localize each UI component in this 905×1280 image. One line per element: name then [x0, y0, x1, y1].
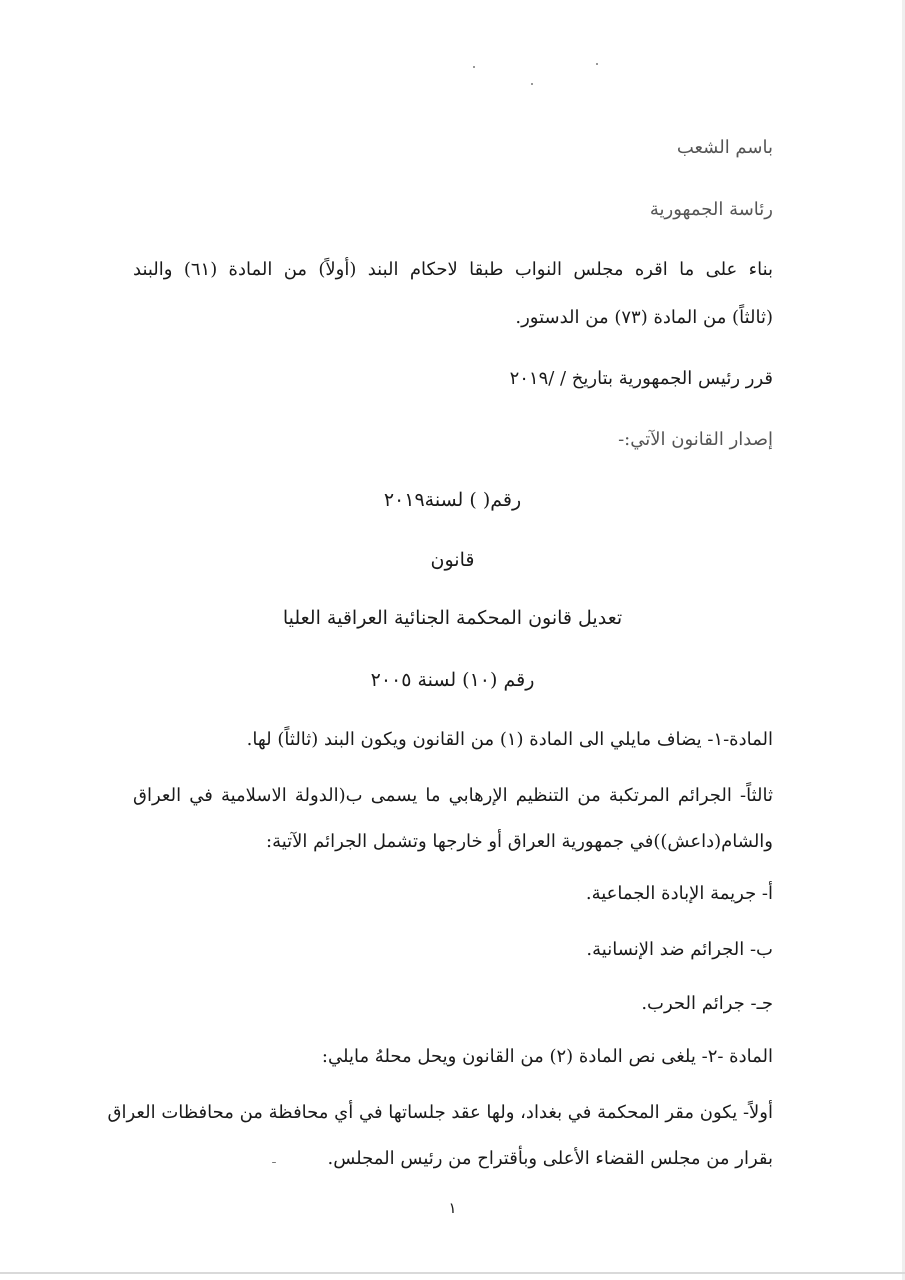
article-1: المادة-١- يضاف مايلي الى المادة (١) من القانون ويكون البند (ثالثاً) لها. [246, 729, 773, 750]
clause-first-line-1: أولاً- يكون مقر المحكمة في بغداد، ولها عقد جلساتها في أي محافظة من محافظات العراق [107, 1102, 773, 1123]
header-presidency: رئاسة الجمهورية [649, 199, 773, 220]
issuance-line: إصدار القانون الآتي:- [618, 429, 773, 450]
law-title: تعديل قانون المحكمة الجنائية العراقية العليا [282, 607, 623, 629]
clause-third-line-1: ثالثاً- الجرائم المرتكبة من التنظيم الإرهابي ما يسمى ب(الدولة الاسلامية في العراق [133, 785, 773, 806]
clause-first-line-2: بقرار من مجلس القضاء الأعلى وبأقتراح من رئيس المجلس. [327, 1148, 773, 1169]
scan-speck [272, 1162, 276, 1163]
scan-edge-bottom [0, 1272, 905, 1274]
law-label: قانون [430, 549, 475, 571]
item-b: ب- الجرائم ضد الإنسانية. [586, 939, 773, 960]
scan-speck [473, 66, 475, 68]
law-reference: رقم (١٠) لسنة ٢٠٠٥ [370, 669, 535, 691]
article-2: المادة -٢- يلغى نص المادة (٢) من القانون ويحل محلهُ مايلي: [321, 1046, 773, 1067]
law-number: رقم( ) لسنة٢٠١٩ [383, 489, 522, 511]
clause-third-line-2: والشام(داعش))في جمهورية العراق أو خارجها وتشمل الجرائم الآتية: [266, 831, 773, 852]
decision-line: قرر رئيس الجمهورية بتاريخ / /٢٠١٩ [509, 368, 773, 389]
scan-speck [531, 83, 533, 85]
item-a: أ- جريمة الإبادة الجماعية. [585, 883, 773, 904]
preamble-line-1: بناء على ما اقره مجلس النواب طبقا لاحكام البند (أولاً) من المادة (٦١) والبند [133, 259, 774, 280]
preamble-line-2: (ثالثاً) من المادة (٧٣) من الدستور. [515, 307, 773, 328]
item-c: جـ- جرائم الحرب. [641, 993, 773, 1014]
page-number: ١ [448, 1199, 457, 1217]
scan-speck [596, 63, 598, 65]
header-in-name-of-people: باسم الشعب [676, 137, 773, 158]
